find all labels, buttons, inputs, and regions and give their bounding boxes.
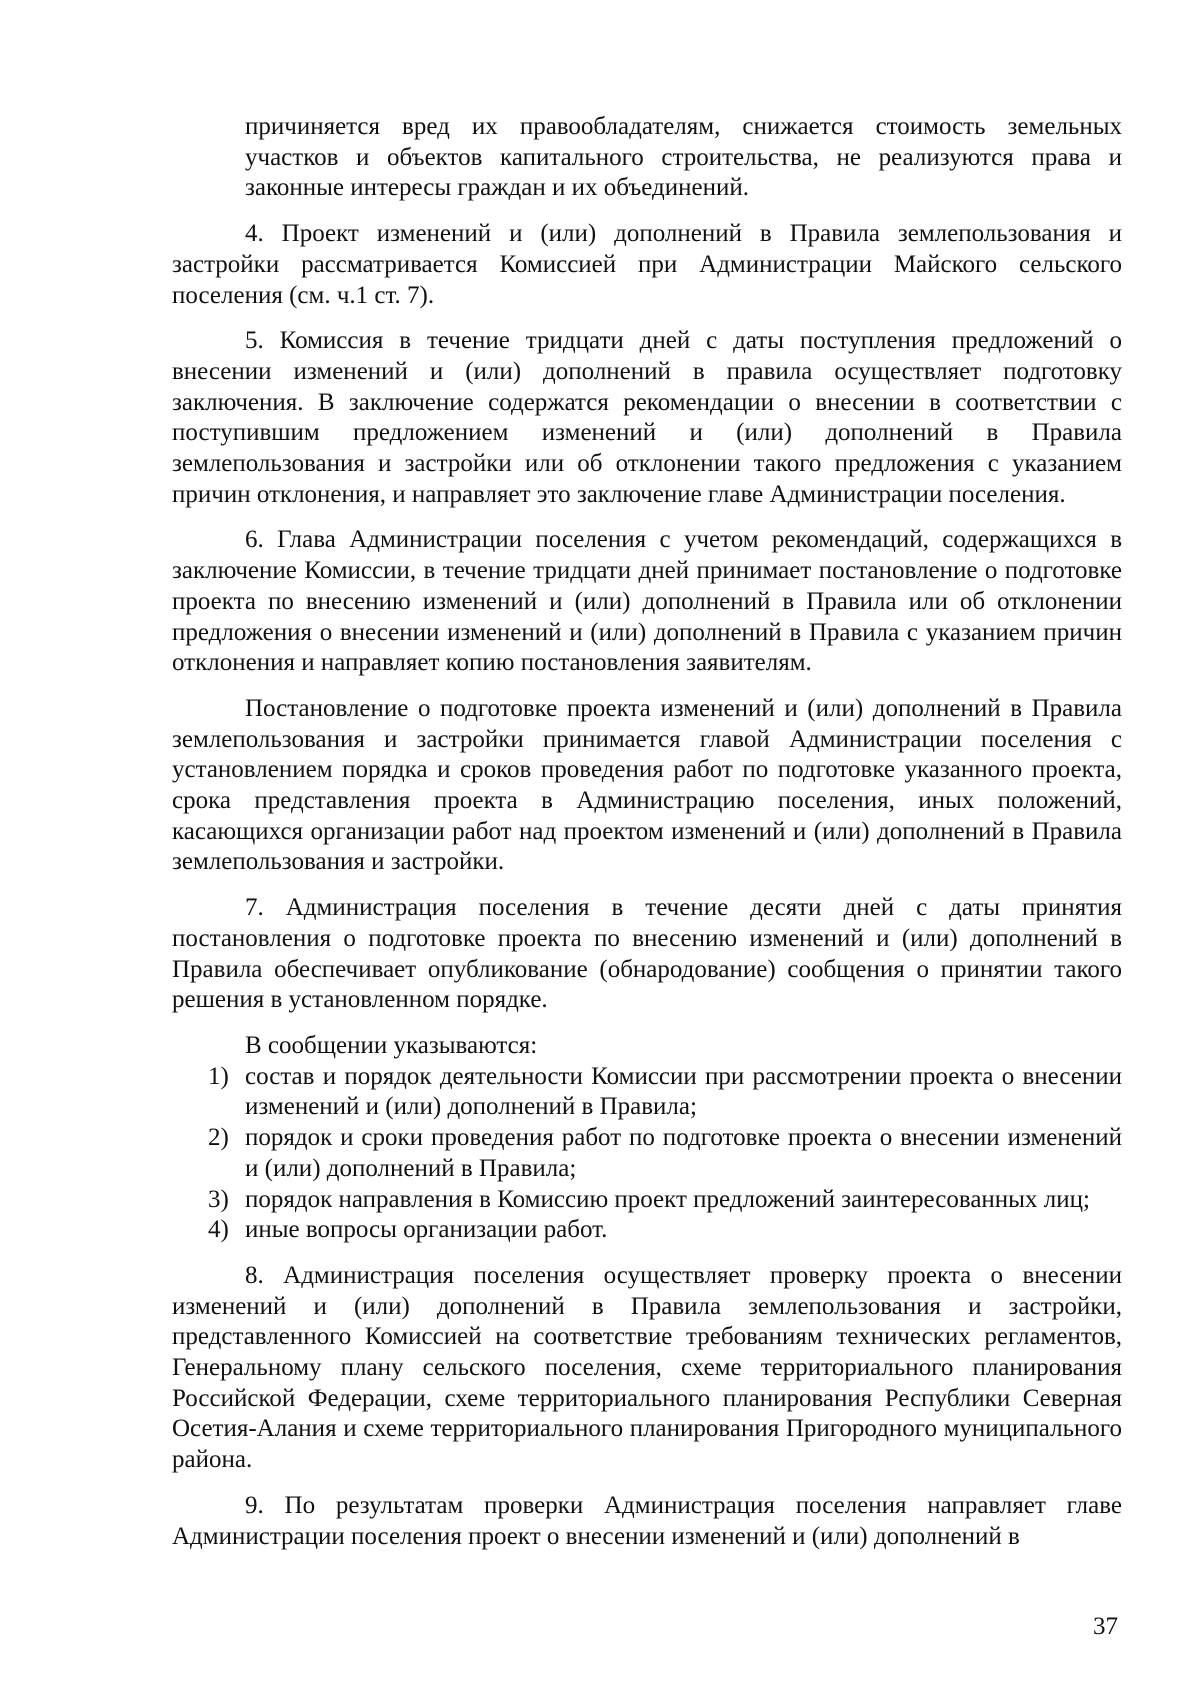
list-item-number: 1) (208, 1062, 229, 1090)
list-intro: В сообщении указываются: (245, 1031, 538, 1059)
list-item-number: 2) (208, 1124, 229, 1152)
list-item (172, 1123, 1122, 1184)
list-item-text: иные вопросы организации работ. (245, 1216, 608, 1244)
document-page (172, 112, 1122, 1567)
paragraph-9: 9. По результатам проверки Администрация поселения направляет главе Администрации поселения проект о внесении изменений и (или) дополнений в (172, 1491, 1122, 1550)
notice-items-list (172, 1062, 1122, 1246)
list-item-text: состав и порядок деятельности Комиссии при рассмотрении проекта о внесении изменений и (или) дополнений в Правила; (245, 1062, 1122, 1121)
paragraph-5: 5. Комиссия в течение тридцати дней с даты поступления предложений о внесении изменений и (или) дополнений в правила осуществляет подготовку заключения. В заключение содержатся рекомендации о внесении в соответствии с поступившим предложением изменений и (или) дополнений в Правила землепользования и застройки или об отклонении такого предложения с указанием причин отклонения, и направляет это заключение главе Администрации поселения. (172, 327, 1122, 508)
page-number: 37 (1093, 1613, 1118, 1640)
list-item-number: 4) (208, 1216, 229, 1244)
list-item-number: 3) (208, 1185, 229, 1213)
list-item (172, 1215, 1122, 1246)
paragraph-6: 6. Глава Администрации поселения с учетом рекомендаций, содержащихся в заключение Комиссии, в течение тридцати дней принимает постановление о подготовке проекта по внесению изменений и (или) дополнений в Правила или об отклонении предложения о внесении изменений и (или) дополнений в Правила с указанием причин отклонения и направляет копию постановления заявителям. (172, 526, 1122, 677)
list-item (172, 1185, 1122, 1216)
list-item-text: порядок и сроки проведения работ по подготовке проекта о внесении изменений и (или) дополнений в Правила; (245, 1124, 1122, 1182)
paragraph-continuation: причиняется вред их правообладателям, снижается стоимость земельных участков и объектов капитального строительства, не реализуются права и законные интересы граждан и их объединений. (245, 113, 1122, 202)
paragraph-8: 8. Администрация поселения осуществляет проверку проекта о внесении изменений и (или) дополнений в Правила землепользования и застройки, представленного Комиссией на соответствие требованиям технических регламентов, Генеральному плану сельского поселения, схеме территориального планирования Российской Федерации, схеме территориального планирования Республики Северная Осетия-Алания и схеме территориального планирования Пригородного муниципального района. (172, 1261, 1122, 1474)
list-item (172, 1062, 1122, 1123)
paragraph-resolution: Постановление о подготовке проекта изменений и (или) дополнений в Правила землепользования и застройки принимается главой Администрации поселения с установлением порядка и сроков проведения работ по подготовке указанного проекта, срока представления проекта в Администрацию поселения, иных положений, касающихся организации работ над проектом изменений и (или) дополнений в Правила землепользования и застройки. (172, 694, 1122, 876)
list-item-text: порядок направления в Комиссию проект предложений заинтересованных лиц; (245, 1185, 1090, 1213)
paragraph-7: 7. Администрация поселения в течение десяти дней с даты принятия постановления о подготовке проекта по внесению изменений и (или) дополнений в Правила обеспечивает опубликование (обнародование) сообщения о принятии такого решения в установленном порядке. (172, 894, 1122, 1014)
paragraph-4: 4. Проект изменений и (или) дополнений в Правила землепользования и застройки рассматривается Комиссией при Администрации Майского сельского поселения (см. ч.1 ст. 7). (172, 220, 1122, 309)
